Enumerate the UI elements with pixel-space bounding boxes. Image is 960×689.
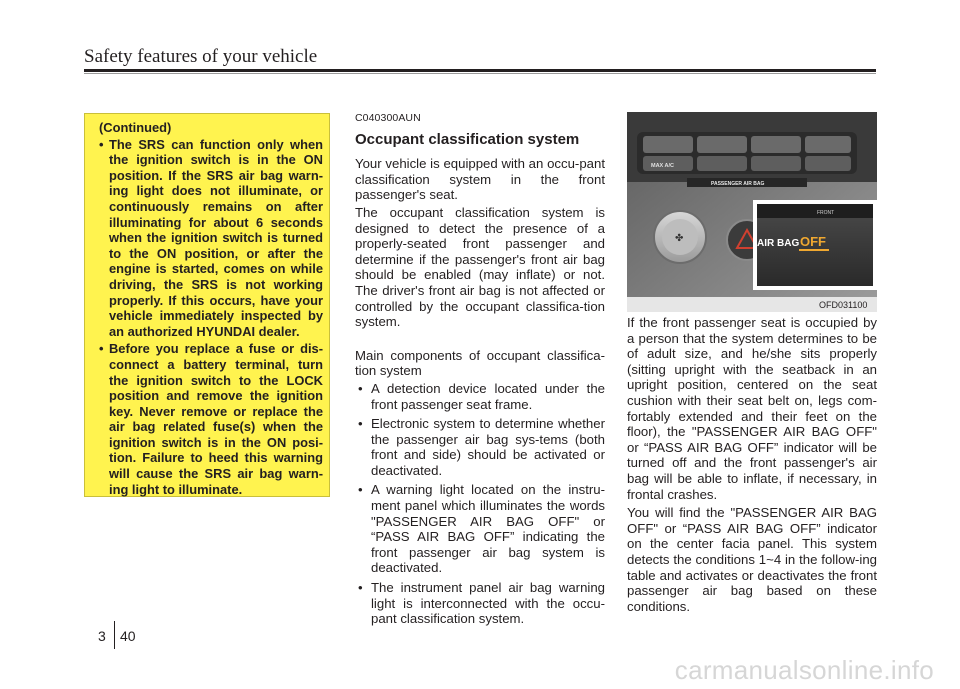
max-ac-label: MAX A/C — [651, 163, 675, 169]
header-title: Safety features of your vehicle — [84, 46, 318, 67]
ac-button — [751, 136, 801, 153]
ac-button — [805, 156, 851, 171]
ac-button — [805, 136, 851, 153]
warning-continued: (Continued) — [99, 120, 172, 135]
middle-column — [355, 111, 605, 631]
watermark: carmanualsonline.info — [674, 655, 934, 685]
list-item: • A detection device located under the front passenger seat frame. — [355, 381, 605, 412]
chapter-number: 3 — [98, 628, 106, 644]
ac-button — [751, 156, 801, 171]
ac-button — [697, 136, 747, 153]
ac-button — [643, 136, 693, 153]
warning-list — [93, 137, 323, 498]
fan-icon: ✤ — [675, 233, 684, 244]
list-item: • The instrument panel air bag warning light is interconnected with the occu-pant classification system. — [355, 580, 605, 627]
footer-divider — [114, 621, 115, 649]
paragraph: Your vehicle is equipped with an occu-pant classification system in the front passenger's seat. — [355, 156, 605, 203]
photo-caption: OFD031100 — [819, 300, 868, 310]
passenger-air-bag-label: PASSENGER AIR BAG — [711, 181, 765, 187]
section-heading: Occupant classification system — [355, 130, 580, 148]
header-rule — [84, 69, 876, 72]
warning-item: • The SRS can function only when the ignition switch is in the ON position. If the SRS air bag warn-ing light does not illuminate, or continuously remains on after illuminating for about 6 seconds when the ignition switch is turned to the ON position, or after the engine is started, comes on while driving, the SRS is not working properly. If this occurs, have your vehicle immediately inspected by an authorized HYUNDAI dealer. — [93, 137, 323, 340]
ac-button — [697, 156, 747, 171]
paragraph: You will find the "PASSENGER AIR BAG OFF" or “PASS AIR BAG OFF” indicator on the center facia panel. This system detects the conditions 1~4 in the follow-ing table and activates or deactivates the front passenger air bag based on these conditions. — [627, 505, 877, 614]
section-code: C040300AUN — [355, 112, 421, 124]
spacer — [355, 332, 605, 348]
header-rule-thin — [84, 73, 876, 74]
off-underline — [799, 249, 829, 251]
front-label: FRONT — [817, 210, 835, 216]
off-label: OFF — [800, 234, 826, 249]
paragraph: Main components of occupant classifica-tion system — [355, 347, 605, 379]
warning-box — [84, 113, 330, 497]
page-number: 40 — [120, 628, 136, 644]
paragraph: If the front passenger seat is occupied by a person that the system determines to be of adult size, and he/she sits properly (sitting upright with the seatback in an upright position, centered on the seat cushion with their seat belt on, legs com-fortably extended and their feet on the floor), the "PASSENGER AIR BAG OFF" or “PASS AIR BAG OFF” indicator will be turned off and the front passenger's air bag will be able to inflate, if necessary, in frontal crashes. — [627, 315, 877, 502]
right-column — [627, 315, 877, 617]
indicator-top-bar — [757, 204, 873, 218]
component-list — [355, 381, 605, 627]
dashboard-photo — [627, 112, 877, 312]
list-item: • Electronic system to determine whether the passenger air bag sys-tems (both front and side) should be activated or deactivated. — [355, 416, 605, 478]
paragraph: The occupant classification system is designed to detect the presence of a properly-seated front passenger and determine if the passenger's front air bag should be enabled (may inflate) or not. The driver's front air bag is not affected or controlled by the occupant classifica-tion system. — [355, 204, 605, 330]
air-bag-label: AIR BAG — [757, 238, 800, 249]
list-item: • A warning light located on the instru-ment panel which illuminates the words "PASSENGER AIR BAG OFF" or “PASS AIR BAG OFF” indicating the front passenger air bag system is deactivated. — [355, 482, 605, 576]
warning-item: • Before you replace a fuse or dis-connect a battery terminal, turn the ignition switch to the LOCK position and remove the ignition key. Never remove or replace the air bag related fuse(s) when the ignition switch is in the ON posi-tion. Failure to heed this warning will cause the SRS air bag warn-ing light to illuminate. — [93, 341, 323, 497]
dashboard-illustration — [627, 112, 877, 312]
